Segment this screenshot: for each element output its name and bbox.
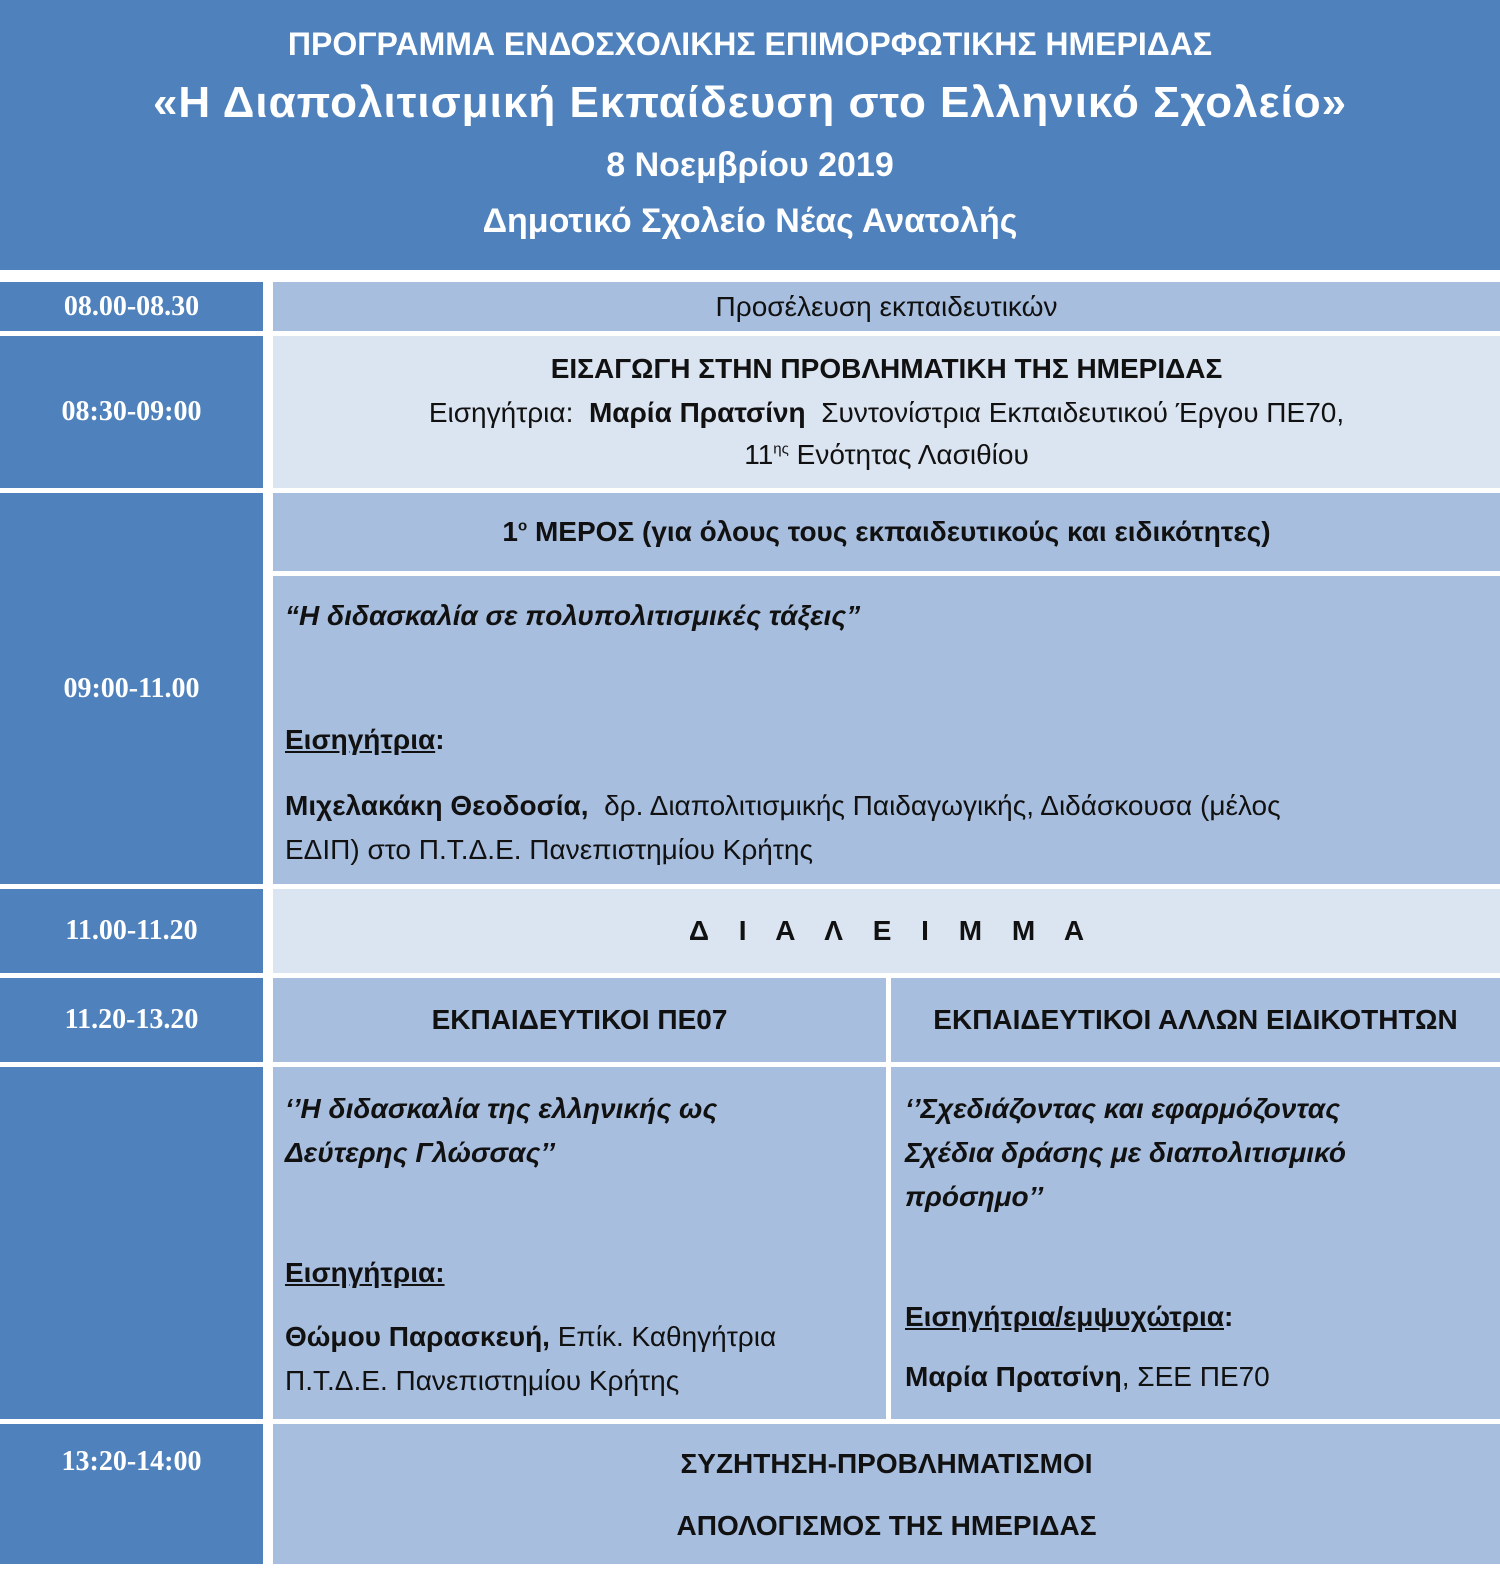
speaker-description-line1: δρ. Διαπολιτισμικής Παιδαγωγικής, Διδάσκουσα (μέλος [604, 790, 1281, 821]
other-specialties-session-cell [891, 1067, 1500, 1419]
introduction-title: ΕΙΣΑΓΩΓΗ ΣΤΗΝ ΠΡΟΒΛΗΜΑΤΙΚΗ ΤΗΣ ΗΜΕΡΙΔΑΣ [550, 353, 1223, 384]
other-speaker-label: Εισηγήτρια/εμψυχώτρια [905, 1301, 1225, 1332]
speaker-details [285, 784, 1281, 872]
time-slot-1120: 11.20-13.20 [0, 978, 263, 1062]
session-topic: “Η διδασκαλία σε πολυπολιτισμικές τάξεις” [285, 600, 861, 631]
time-slot-0900: 09:00-11.00 [0, 493, 263, 884]
time-slot-1100: 11.00-11.20 [0, 889, 263, 973]
part-number: 1 [502, 516, 518, 547]
pe07-speaker-role-line2: Π.Τ.Δ.Ε. Πανεπιστημίου Κρήτης [285, 1365, 680, 1396]
unit-suffix: ης [773, 440, 789, 458]
time-slot-0800: 08.00-08.30 [0, 282, 263, 331]
other-speaker-colon: : [1224, 1301, 1234, 1332]
pe07-speaker-name: Θώμου Παρασκευή, [285, 1321, 550, 1352]
part-one-content-cell [273, 576, 1500, 884]
speaker-colon: : [435, 724, 445, 755]
pe07-topic [285, 1087, 717, 1175]
other-specialties-heading-cell [891, 978, 1500, 1062]
pe07-topic-line2: Δεύτερης Γλώσσας’’ [285, 1137, 555, 1168]
part-one-heading [502, 516, 1270, 548]
program-title: ΠΡΟΓΡΑΜΜΑ ΕΝΔΟΣΧΟΛΙΚΗΣ ΕΠΙΜΟΡΦΩΤΙΚΗΣ ΗΜΕΡΙΔΑΣ [287, 26, 1213, 62]
speaker-role: Συντονίστρια Εκπαιδευτικού Έργου ΠΕ70, [821, 397, 1345, 428]
time-slot-0830: 08:30-09:00 [0, 336, 263, 488]
other-speaker-name: Μαρία Πρατσίνη [905, 1361, 1122, 1392]
discussion-cell [273, 1424, 1500, 1564]
speaker-description-line2: ΕΔΙΠ) στο Π.Τ.Δ.Ε. Πανεπιστημίου Κρήτης [285, 834, 813, 865]
arrival-cell [273, 282, 1500, 331]
event-venue: Δημοτικό Σχολείο Νέας Ανατολής [482, 202, 1018, 240]
part-description: ΜΕΡΟΣ (για όλους τους εκπαιδευτικούς και ειδικότητες) [527, 516, 1271, 547]
discussion-title: ΣΥΖΗΤΗΣΗ-ΠΡΟΒΛΗΜΑΤΙΣΜΟΙ [680, 1448, 1093, 1479]
speaker-label-line [285, 724, 445, 756]
part-suffix: ο [518, 517, 528, 535]
time-slot-blank [0, 1067, 263, 1419]
arrival-text: Προσέλευση εκπαιδευτικών [715, 290, 1058, 322]
event-date: 8 Νοεμβρίου 2019 [606, 146, 894, 184]
other-speaker-details [905, 1361, 1270, 1393]
other-speaker-label-line [905, 1301, 1233, 1333]
time-slot-1320: 13:20-14:00 [0, 1424, 263, 1564]
pe07-speaker-role-line1: Επίκ. Καθηγήτρια [549, 1321, 777, 1352]
pe07-speaker-details [285, 1315, 776, 1403]
other-specialties-heading: ΕΚΠΑΙΔΕΥΤΙΚΟΙ ΑΛΛΩΝ ΕΙΔΙΚΟΤΗΤΩΝ [933, 1004, 1458, 1035]
program-header [0, 0, 1500, 270]
pe07-topic-line1: ‘’Η διδασκαλία της ελληνικής ως [285, 1093, 718, 1124]
part-one-heading-cell [273, 493, 1500, 571]
introduction-speaker [429, 397, 1344, 429]
speaker-name: Μιχελακάκη Θεοδοσία, [285, 790, 589, 821]
other-topic-line1: ‘’Σχεδιάζοντας και εφαρμόζοντας [905, 1093, 1341, 1124]
break-text: Δ Ι Α Λ Ε Ι Μ Μ Α [688, 915, 1085, 946]
other-topic-line3: πρόσημο’’ [905, 1181, 1044, 1212]
introduction-cell [273, 336, 1500, 488]
pe07-heading-cell [273, 978, 886, 1062]
break-cell [273, 889, 1500, 973]
other-topic [905, 1087, 1346, 1219]
speaker-label: Εισηγήτρια: [428, 397, 574, 428]
unit-name: Ενότητας Λασιθίου [788, 439, 1029, 470]
speaker-label: Εισηγήτρια [285, 724, 436, 755]
unit-number: 11 [744, 439, 774, 470]
event-title: «Η Διαπολιτισμική Εκπαίδευση στο Ελληνικό Σχολείο» [152, 78, 1348, 127]
review-title: ΑΠΟΛΟΓΙΣΜΟΣ ΤΗΣ ΗΜΕΡΙΔΑΣ [676, 1510, 1097, 1541]
other-topic-line2: Σχέδια δράσης με διαπολιτισμικό [905, 1137, 1346, 1168]
speaker-name: Μαρία Πρατσίνη [588, 397, 806, 428]
other-speaker-role: , ΣΕΕ ΠΕ70 [1121, 1361, 1270, 1392]
speaker-unit [744, 439, 1029, 471]
pe07-speaker-label: Εισηγήτρια: [285, 1257, 445, 1288]
pe07-session-cell [273, 1067, 886, 1419]
pe07-heading: ΕΚΠΑΙΔΕΥΤΙΚΟΙ ΠΕ07 [431, 1004, 728, 1035]
